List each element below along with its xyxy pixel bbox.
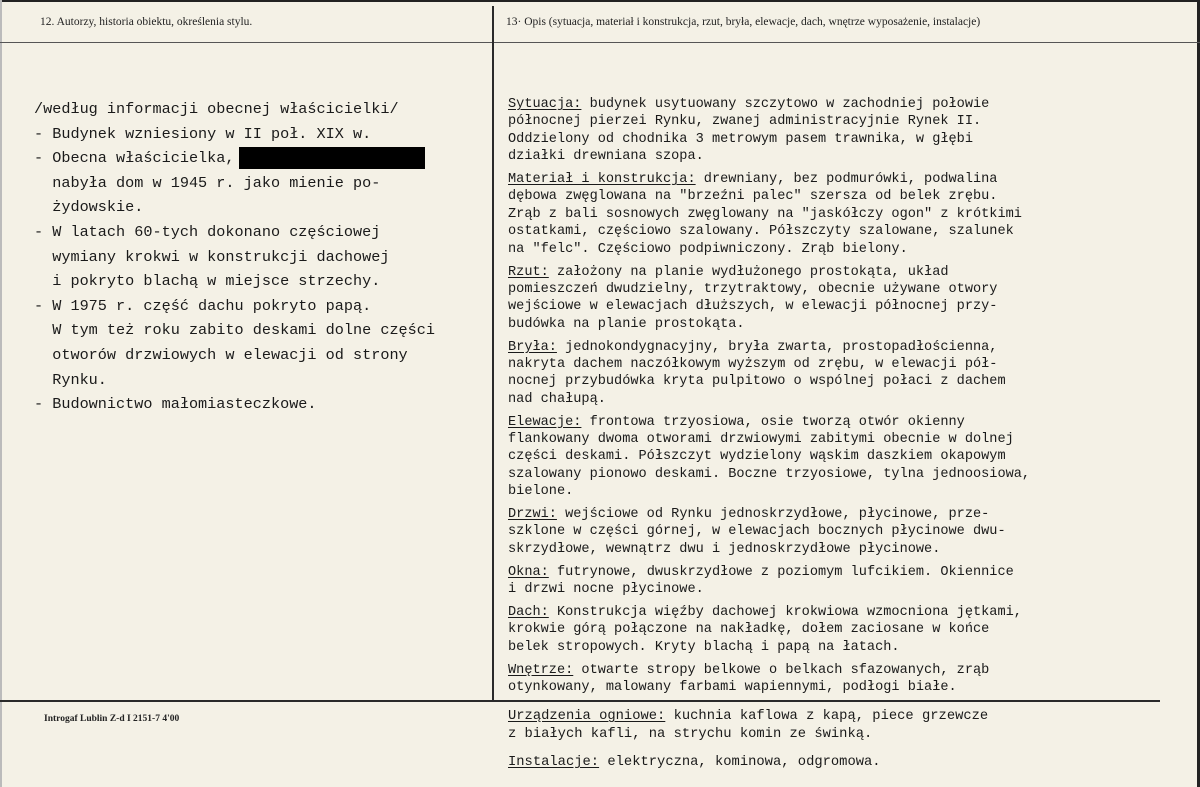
section-line: północnej pierzei Rynku, zwanej administracyjnie Rynek II. <box>508 114 982 130</box>
section-first-line <box>508 264 1188 281</box>
history-line: żydowskie. <box>34 198 144 217</box>
section-okna <box>508 564 1188 599</box>
history-line: - W latach 60-tych dokonano częściowej <box>34 222 381 241</box>
section-text: elektryczna, kominowa, odgromowa. <box>599 755 881 770</box>
section-rzut <box>508 264 1188 334</box>
history-line: nabyła dom w 1945 r. jako mienie po- <box>34 173 381 192</box>
history-line: Rynku. <box>34 370 107 389</box>
section-instalacje <box>508 754 1188 772</box>
section-line: nad chałupą. <box>508 391 606 407</box>
section-text: Konstrukcja więźby dachowej krokwiowa wzmocniona jętkami, <box>548 605 1022 621</box>
section-dach <box>508 604 1188 656</box>
section-line: działki drewniana szopa. <box>508 149 704 165</box>
section-text: wejściowe od Rynku jednoskrzydłowe, płycinowe, prze- <box>556 507 990 523</box>
section-label: Bryła: <box>508 339 557 355</box>
section-line: flankowany dwoma otworami drzwiowymi zabitymi obecnie w dolnej <box>508 432 1014 448</box>
section-wnetrze <box>508 662 1188 697</box>
section-text: kuchnia kaflowa z kapą, piece grzewcze <box>665 709 989 724</box>
section-label: Okna: <box>508 564 549 580</box>
section-first-line <box>508 339 1188 356</box>
section-line: ostatkami, częściowo szalowany. Półszczyty szalowane, szalunek <box>508 224 1014 240</box>
section-text: jednokondygnacyjny, bryła zwarta, prostopadłościenna, <box>556 339 998 355</box>
section-line: na "felc". Częściowo podpiwniczony. Zrąb bielony. <box>508 241 908 257</box>
section-line: szklone w części górnej, w elewacjach bocznych płycinowe dwu- <box>508 524 1006 540</box>
history-column <box>34 97 484 417</box>
section-label: Drzwi: <box>508 507 557 523</box>
history-line: wymiany krokwi w konstrukcji dachowej <box>34 247 390 266</box>
section-material-i-konstrukcja <box>508 171 1188 258</box>
section-text: drewniany, bez podmurówki, podwalina <box>695 172 998 188</box>
section-first-line <box>508 96 1188 113</box>
history-line-text: - Obecna właścicielka, <box>34 149 235 168</box>
section-text: otwarte stropy belkowe o belkach sfazowanych, zrąb <box>573 662 990 678</box>
section-label: Wnętrze: <box>508 662 574 678</box>
section-text: założony na planie wydłużonego prostokąta, układ <box>548 264 949 280</box>
section-urzadzenia-ogniowe <box>508 708 1188 744</box>
printer-footer: Introgaf Lublin Z-d I 2151-7 4'00 <box>44 714 180 724</box>
section-first-line <box>508 754 1188 772</box>
section-elewacje <box>508 414 1188 501</box>
section-line: belek stropowych. Kryty blachą i papą na łatach. <box>508 639 900 655</box>
section-label: Elewacje: <box>508 414 582 430</box>
section-line: otynkowany, malowany farbami wapiennymi, podłogi białe. <box>508 680 957 696</box>
section-line: pomieszczeń dwudzielny, trzytraktowy, obecnie używane otwory <box>508 281 998 297</box>
left-section-header: 12. Autorzy, historia obiektu, określenia stylu. <box>40 16 253 28</box>
section-drzwi <box>508 506 1188 558</box>
section-first-line <box>508 171 1188 188</box>
section-first-line <box>508 662 1188 679</box>
section-text: futrynowe, dwuskrzydłowe z poziomym lufcikiem. Okiennice <box>548 564 1014 580</box>
section-first-line <box>508 414 1188 431</box>
section-line: Zrąb z bali sosnowych zwęglowany na "jaskółczy ogon" z krótkimi <box>508 206 1022 222</box>
section-sytuacja <box>508 96 1188 166</box>
history-line: - W 1975 r. część dachu pokryto papą. <box>34 296 372 315</box>
section-line: bielone. <box>508 484 574 500</box>
frame-top-border <box>0 0 1200 2</box>
section-bryla <box>508 339 1188 409</box>
history-line: W tym też roku zabito deskami dolne części <box>34 321 436 340</box>
section-label: Urządzenia ogniowe: <box>508 709 666 724</box>
history-line: - Budynek wzniesiony w II poł. XIX w. <box>34 124 372 143</box>
section-line: skrzydłowe, wewnątrz dwu i jednoskrzydłowe płycinowe. <box>508 541 941 557</box>
history-line: otworów drzwiowych w elewacji od strony <box>34 345 408 364</box>
section-line: budówka na planie prostokąta. <box>508 316 745 332</box>
section-label: Materiał i konstrukcja: <box>508 172 696 188</box>
section-text: frontowa trzyosiowa, osie tworzą otwór okienny <box>581 414 965 430</box>
section-line: z białych kafli, na strychu komin ze świnką. <box>508 727 873 742</box>
section-line: nakryta dachem naczółkowym wyższym od zrębu, w elewacji pół- <box>508 356 998 372</box>
installations-section <box>508 708 1188 782</box>
section-line: krokwie górą połączone na nakładkę, dołem zaciosane w końce <box>508 622 990 638</box>
section-first-line <box>508 564 1188 581</box>
section-line: szalowany pionowo deskami. Boczne trzyosiowe, tylna jednoosiowa, <box>508 466 1031 482</box>
section-line: Oddzielony od chodnika 3 metrowym pasem trawnika, w głębi <box>508 131 973 147</box>
section-first-line <box>508 506 1188 523</box>
section-label: Rzut: <box>508 264 549 280</box>
frame-left-border <box>0 0 2 787</box>
section-line: części deskami. Półszczyt wydzielony wąskim daszkiem okapowym <box>508 449 1006 465</box>
section-line: wejściowe w elewacjach dłuższych, w elewacji północnej przy- <box>508 299 998 315</box>
redaction-bar <box>239 147 425 169</box>
section-line: nocnej przybudówka kryta pulpitowo o wspólnej połaci z dachem <box>508 374 1006 390</box>
section-text: budynek usytuowany szczytowo w zachodniej połowie <box>581 97 990 112</box>
right-section-header: 13· Opis (sytuacja, materiał i konstrukcja, rzut, bryła, elewacje, dach, wnętrze wyposażenie, instalacje) <box>506 16 981 28</box>
history-line: /według informacji obecnej właścicielki/ <box>34 100 399 118</box>
section-first-line <box>508 708 1188 726</box>
section-label: Sytuacja: <box>508 97 582 112</box>
history-line-owner <box>34 146 484 171</box>
section-label: Instalacje: <box>508 755 600 770</box>
history-line: i pokryto blachą w miejsce strzechy. <box>34 272 381 291</box>
section-label: Dach: <box>508 605 549 621</box>
column-divider <box>492 6 494 700</box>
section-line: i drzwi nocne płycinowe. <box>508 582 704 598</box>
section-first-line <box>508 604 1188 621</box>
description-column <box>508 96 1188 702</box>
section-line: dębowa zwęglowana na "brzeźni palec" szersza od belek zrębu. <box>508 189 998 205</box>
history-line: - Budownictwo małomiasteczkowe. <box>34 395 317 414</box>
header-divider <box>0 42 1200 43</box>
